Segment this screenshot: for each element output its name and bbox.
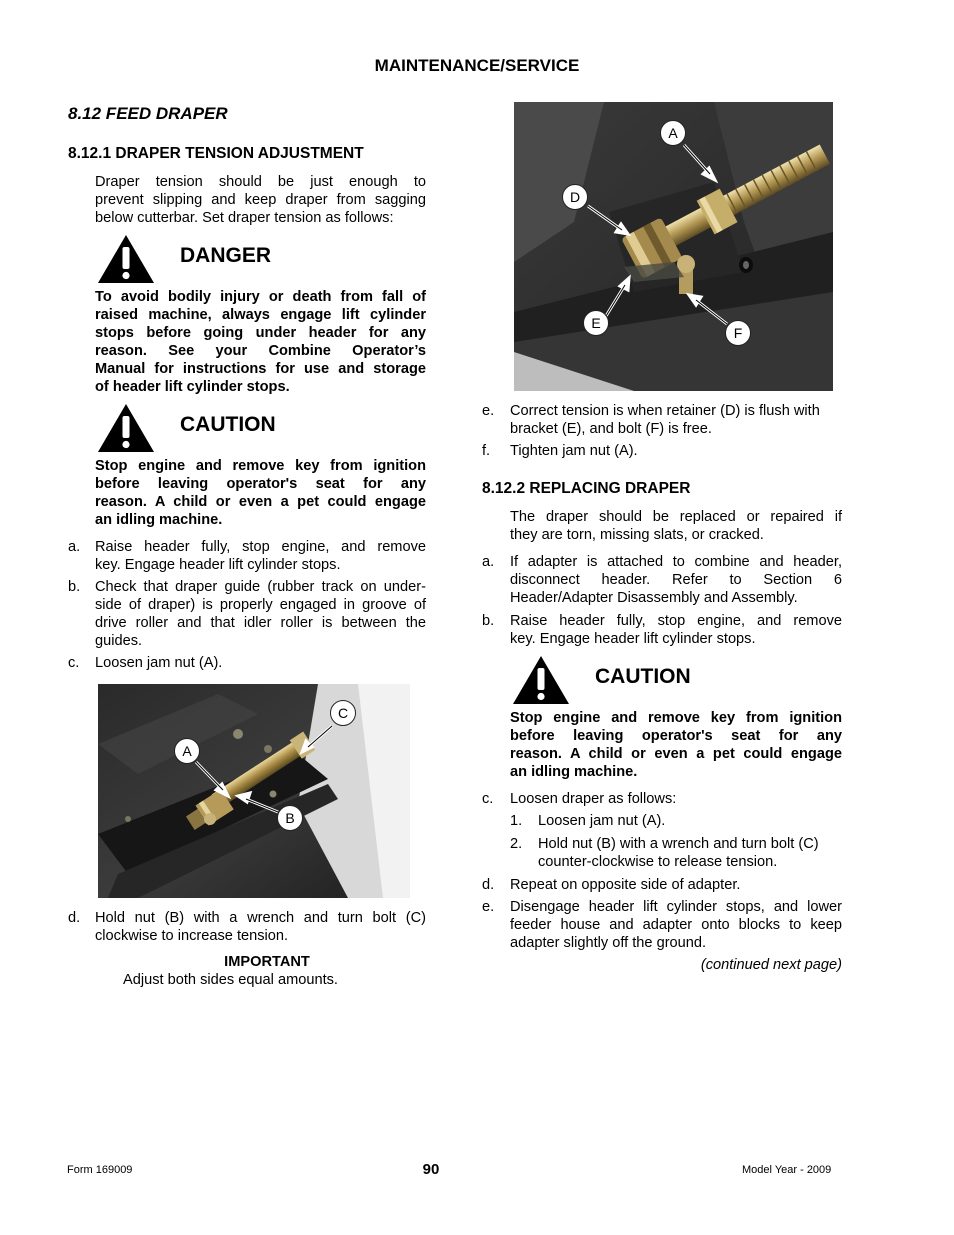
footer-form-number: Form 169009 xyxy=(67,1164,133,1176)
list-item: e. Disengage header lift cylinder stops, and lower feeder house and adapter onto blocks to keep adapter slightly off the ground. xyxy=(482,899,842,951)
list-item: d. Repeat on opposite side of adapter. xyxy=(482,877,741,893)
intro-paragraph: Draper tension should be just enough to prevent slipping and keep draper from sagging below cutterbar. Set draper tension as follows: xyxy=(95,174,426,226)
list-item: a. If adapter is attached to combine and header, disconnect header. Refer to Section 6 Header/Adapter Disassembly and Assembly. xyxy=(482,554,842,606)
danger-title: DANGER xyxy=(180,244,272,267)
callout-label-a: A xyxy=(174,738,200,764)
danger-warning-icon xyxy=(96,233,156,285)
replace-intro-paragraph: The draper should be replaced or repaired if they are torn, missing slats, or cracked. xyxy=(510,509,842,543)
retainer-bracket-photo xyxy=(514,102,833,391)
callout-label-a: A xyxy=(660,120,686,146)
sub-list-item: 2. Hold nut (B) with a wrench and turn bolt (C) counter-clockwise to release tension. xyxy=(510,836,819,870)
subsection-title-replacing: 8.12.2 REPLACING DRAPER xyxy=(482,480,691,497)
important-title: IMPORTANT xyxy=(224,954,310,970)
danger-text: To avoid bodily injury or death from fall of raised machine, always engage lift cylinder stops before going under header for any reason. See your Combine Operator’s Manual for instructions for use and storage of header lift cylinder stops. xyxy=(95,289,426,395)
page-number: 90 xyxy=(422,1161,440,1178)
list-item: b. Raise header fully, stop engine, and remove key. Engage header lift cylinder stops. xyxy=(482,613,842,647)
callout-arrows xyxy=(98,684,410,898)
caution-warning-icon xyxy=(96,402,156,454)
list-item: d. Hold nut (B) with a wrench and turn bolt (C) clockwise to increase tension. xyxy=(68,910,426,944)
callout-label-e: E xyxy=(583,310,609,336)
footer-model-year: Model Year - 2009 xyxy=(742,1164,832,1176)
list-item: e. Correct tension is when retainer (D) is flush with bracket (E), and bolt (F) is free. xyxy=(482,403,820,437)
draper-tension-photo xyxy=(98,684,410,898)
list-item: c. Loosen draper as follows: xyxy=(482,791,677,807)
subsection-title-tension: 8.12.1 DRAPER TENSION ADJUSTMENT xyxy=(68,145,364,162)
caution-text: Stop engine and remove key from ignition before leaving operator's seat for any reason. A child or even a pet could engage an idling machine. xyxy=(95,458,426,528)
callout-label-d: D xyxy=(562,184,588,210)
caution-title: CAUTION xyxy=(180,413,276,436)
list-item: b. Check that draper guide (rubber track on under- side of draper) is properly engaged in groove of drive roller and that idler roller is between the guides. xyxy=(68,579,426,649)
caution-warning-icon xyxy=(511,654,571,706)
callout-label-b: B xyxy=(277,805,303,831)
callout-label-c: C xyxy=(330,700,356,726)
sub-list-item: 1. Loosen jam nut (A). xyxy=(510,813,666,829)
continued-note: (continued next page) xyxy=(700,957,842,973)
list-item: c. Loosen jam nut (A). xyxy=(68,655,223,671)
important-text: Adjust both sides equal amounts. xyxy=(123,972,338,988)
page-header: MAINTENANCE/SERVICE xyxy=(374,56,580,75)
caution-title: CAUTION xyxy=(595,665,691,688)
list-item: a. Raise header fully, stop engine, and remove key. Engage header lift cylinder stops. xyxy=(68,539,426,573)
caution-text: Stop engine and remove key from ignition before leaving operator's seat for any reason. A child or even a pet could engage an idling machine. xyxy=(510,710,842,780)
callout-label-f: F xyxy=(725,320,751,346)
list-item: f. Tighten jam nut (A). xyxy=(482,443,638,459)
section-title: 8.12 FEED DRAPER xyxy=(68,104,228,123)
